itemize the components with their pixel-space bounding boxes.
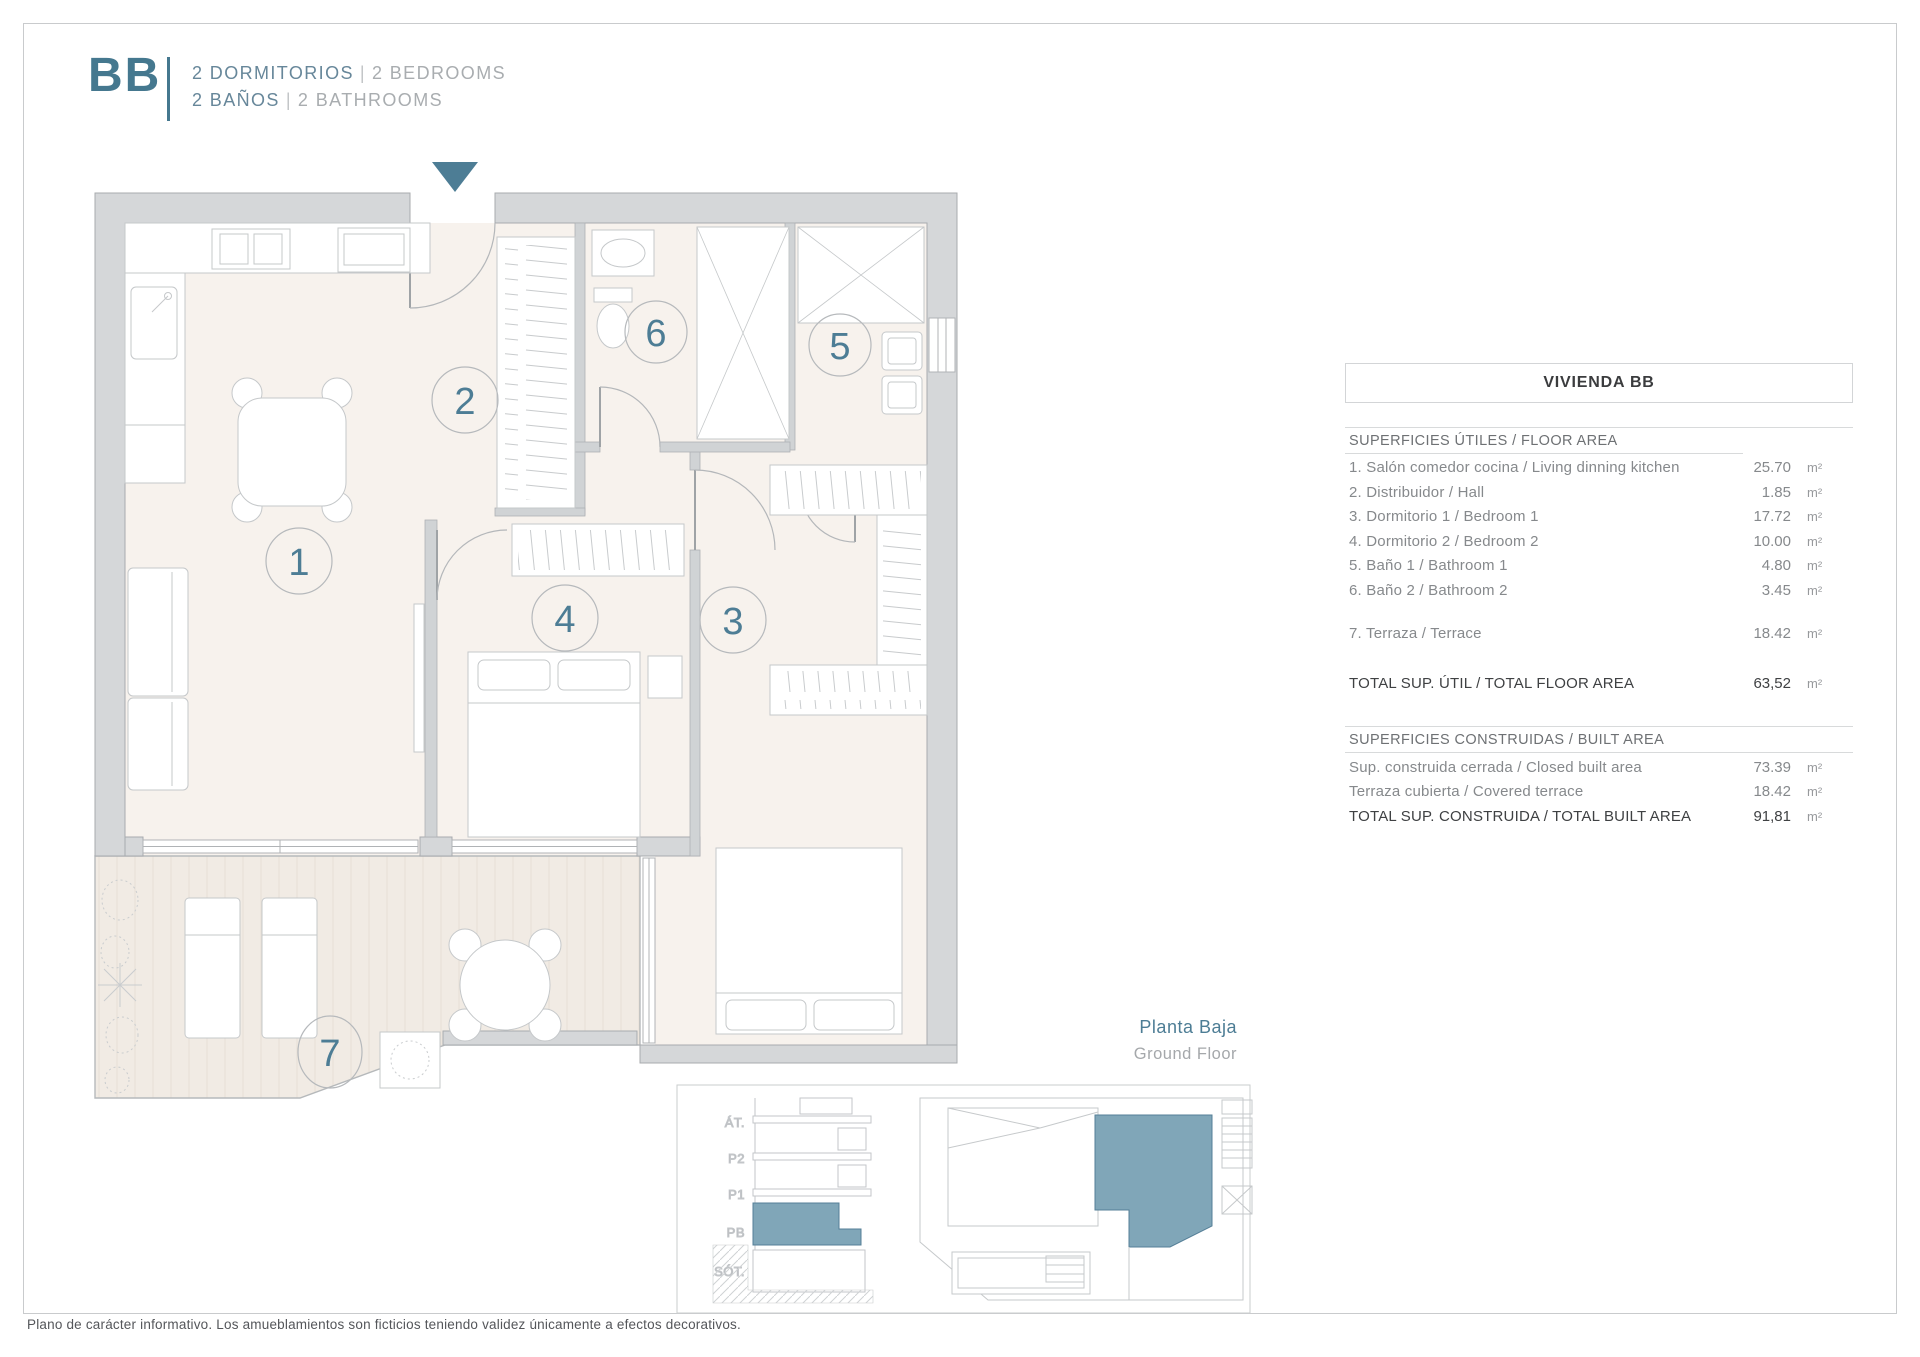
disclaimer-text: Plano de carácter informativo. Los amueblamientos son ficticios teniendo validez únicamente a efectos decorativos. — [27, 1317, 741, 1332]
room-label-bath1: 5 — [829, 326, 851, 368]
area-row-covered-terrace: Terraza cubierta / Covered terrace 18.42 m² — [1349, 783, 1823, 801]
bedrooms-label-es: 2 DORMITORIOS — [192, 63, 354, 83]
area-row-hall: 2. Distribuidor / Hall 1.85 m² — [1349, 483, 1823, 501]
area-row-bedroom1: 3. Dormitorio 1 / Bedroom 1 17.72 m² — [1349, 508, 1823, 526]
separator: | — [359, 63, 366, 83]
bathrooms-label-en: 2 BATHROOMS — [297, 90, 444, 110]
room-label-bedroom2: 4 — [554, 599, 576, 641]
floor-name-en: Ground Floor — [1133, 1045, 1237, 1063]
level-label-p2: P2 — [728, 1151, 745, 1166]
room-label-bath2: 6 — [645, 313, 667, 355]
palm-plant — [98, 963, 142, 1007]
area-row-bath1: 5. Baño 1 / Bathroom 1 4.80 m² — [1349, 557, 1823, 575]
bathrooms-line — [192, 87, 506, 114]
level-label-pb: PB — [726, 1225, 745, 1240]
entry-closet — [497, 237, 575, 508]
unit-summary — [192, 60, 506, 114]
built-area-section-header: SUPERFICIES CONSTRUIDAS / BUILT AREA — [1349, 731, 1665, 748]
floor-name — [1012, 1014, 1237, 1068]
room-label-hall: 2 — [454, 381, 476, 423]
level-label-atico: ÁT. — [724, 1115, 745, 1130]
entrance-arrow-icon — [432, 162, 478, 192]
bedrooms-line — [192, 60, 506, 87]
table-title: VIVIENDA BB — [1345, 363, 1853, 403]
bedrooms-label-en: 2 BEDROOMS — [371, 63, 506, 83]
bathrooms-label-es: 2 BAÑOS — [192, 90, 280, 110]
area-row-bath2: 6. Baño 2 / Bathroom 2 3.45 m² — [1349, 581, 1823, 599]
room-label-terrace: 7 — [319, 1033, 341, 1075]
separator: | — [285, 90, 292, 110]
total-floor-area-row: TOTAL SUP. ÚTIL / TOTAL FLOOR AREA 63,52 m² — [1349, 675, 1823, 693]
areas-table — [1345, 363, 1853, 833]
total-built-area-row: TOTAL SUP. CONSTRUIDA / TOTAL BUILT AREA 91,81 m² — [1349, 807, 1823, 825]
level-label-p1: P1 — [728, 1187, 745, 1202]
area-row-bedroom2: 4. Dormitorio 2 / Bedroom 2 10.00 m² — [1349, 532, 1823, 550]
divider — [1345, 752, 1853, 753]
room-label-living: 1 — [288, 542, 310, 584]
floor-name-es: Planta Baja — [1139, 1017, 1237, 1037]
area-row-closed-built: Sup. construida cerrada / Closed built area 73.39 m² — [1349, 758, 1823, 776]
location-diagrams — [677, 1085, 1252, 1313]
terrace-floor — [95, 856, 640, 1098]
room-label-bedroom1: 3 — [722, 601, 744, 643]
logo-divider — [167, 57, 170, 121]
floor-area-section-header: SUPERFICIES ÚTILES / FLOOR AREA — [1349, 433, 1618, 449]
unit-code-logo: BB — [88, 49, 162, 102]
area-row-living: 1. Salón comedor cocina / Living dinning kitchen 25.70 m² — [1349, 459, 1823, 476]
dining-table — [232, 378, 352, 522]
area-row-terrace: 7. Terraza / Terrace 18.42 m² — [1349, 624, 1823, 642]
divider — [1345, 453, 1743, 454]
